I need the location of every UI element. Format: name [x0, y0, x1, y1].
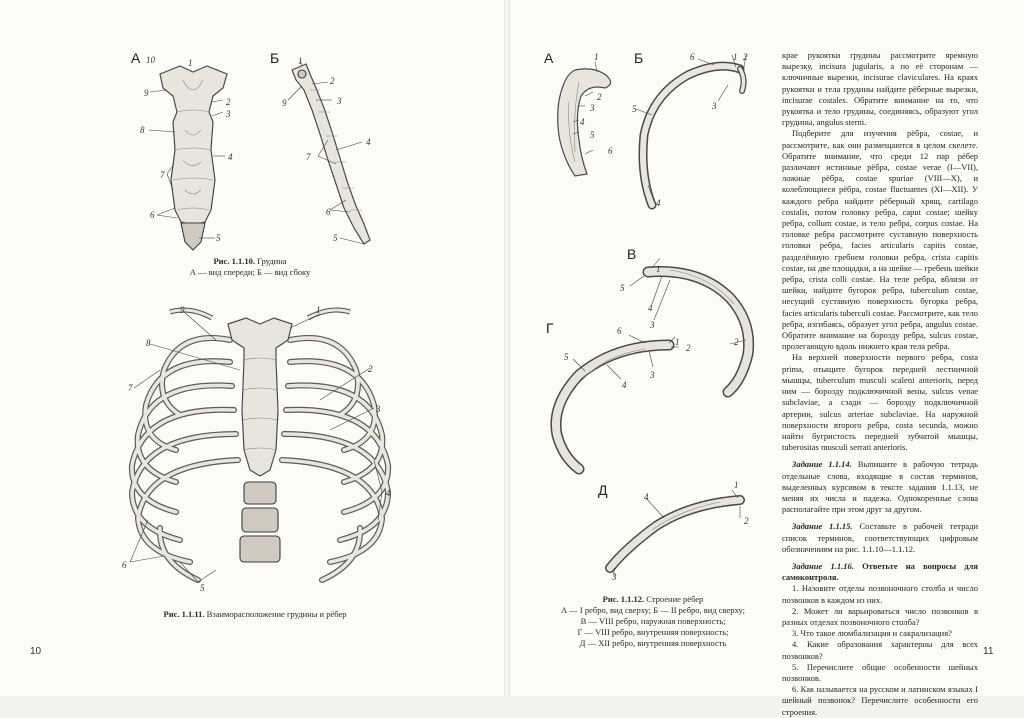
callout-sternum-b-7: 7	[306, 152, 311, 162]
caption-fig-1-1-12-name: Строение рёбер	[646, 594, 704, 604]
callout-rib-a-1: 1	[594, 52, 599, 62]
question-6: 6. Как называется на русском и латинском языках I шейный позвонок? Перечислите особенности его строения.	[782, 684, 978, 717]
callout-rib-g-6: 6	[617, 326, 622, 336]
callout-rib-g-1: 1	[675, 337, 680, 347]
question-4: 4. Какие образования характерны для всех позвонков?	[782, 639, 978, 661]
caption-fig-1-1-10-title: Рис. 1.1.10.	[213, 256, 255, 266]
callout-ribcage-8: 8	[146, 338, 151, 348]
callout-rib-a-2: 2	[597, 92, 602, 102]
task-1-1-14-label: Задание 1.1.14.	[792, 459, 852, 470]
task-1-1-14-text: Выпишите в рабочую тетрадь отдельные слова, входящие в состав терминов, выделенных курсивом в тексте задания 1.1.13, не меняя их числа и падежа. Однокоренные слова располагайте при этом друг за другом.	[782, 459, 979, 515]
paragraph-ribs-structure: Подберите для изучения рёбра, costae, и рассмотрите, как они размещаются в целом скелете. Обратите внимание, что среди 12 пар рёбер различают истинные рёбра, costae verae (I—VII), ложные рёбра, costae spuriae (VIII—X), и колеблющиеся рёбра, costae fluctuantes (XI—XII). У каждого ребра найдите рёберный хрящ, cartilago costalis, потом головку ребра, caput costae; шейку ребра, collum costae, и тело ребра, corpus costae. На головке ребра рассмотрите суставную поверхность головки ребра, facies articularis capitis costae, разделённую гребнем головки ребра, crista capitis costae, на две площадки, а на шейке — гребень шейки ребра, crista colli costae. На теле ребра, вблизи от шейки, найдите бугорок ребра, tuberculum costae, несущий суставную поверхность бугорка ребра, facies articularis tuberculi costae. Рассмотрите, как тело ребра, изгибаясь, образует угол ребра, angulus costae. Обратите внимание на борозду ребра, sulcus costae, пролегающую вдоль нижнего края тела ребра.	[782, 128, 978, 352]
caption-fig-1-1-12	[528, 594, 778, 649]
callout-rib-v-5: 5	[620, 283, 625, 293]
callout-sternum-a-7: 7	[160, 170, 165, 180]
callout-ribcage-3: 3	[376, 404, 381, 414]
question-5: 5. Перечислите общие особенности шейных позвонков.	[782, 661, 978, 683]
body-text-column	[782, 50, 978, 718]
page-number-left: 10	[30, 646, 42, 657]
callout-sternum-a-8: 8	[140, 125, 145, 135]
callout-sternum-a-9: 9	[144, 88, 149, 98]
figure-letter-a: А	[544, 50, 554, 66]
callout-sternum-a-3: 3	[226, 109, 231, 119]
callout-rib-d-2: 2	[744, 516, 749, 526]
callout-rib-a-4: 4	[580, 117, 585, 127]
caption-fig-1-1-12-title: Рис. 1.1.12.	[602, 594, 645, 604]
callout-ribcage-4: 4	[386, 488, 391, 498]
callout-rib-g-2: 2	[686, 343, 691, 353]
callout-sternum-a-1: 1	[188, 58, 193, 68]
callout-rib-d-1: 1	[734, 480, 739, 490]
callout-sternum-b-3: 3	[337, 96, 342, 106]
question-1: 1. Назовите отделы позвоночного столба и число позвонков в каждом из них.	[782, 583, 978, 605]
book-spine	[504, 0, 510, 696]
callout-sternum-b-1: 1	[298, 56, 303, 66]
callout-ribcage-5: 5	[200, 583, 205, 593]
rib-i-illustration	[545, 62, 625, 182]
caption-fig-1-1-11-title: Рис. 1.1.11.	[163, 609, 205, 619]
callout-ribcage-9: 9	[180, 305, 185, 315]
callout-rib-a-3: 3	[590, 103, 595, 113]
callout-rib-a-5: 5	[590, 130, 595, 140]
task-1-1-15-label: Задание 1.1.15.	[792, 521, 853, 532]
callout-sternum-a-2: 2	[226, 97, 231, 107]
figure-letter-v: В	[627, 246, 637, 262]
caption-fig-1-1-11	[140, 609, 370, 620]
rib-ii-illustration	[628, 55, 758, 225]
callout-rib-b-6: 6	[690, 52, 695, 62]
caption-fig-1-1-12-line-3: Г — VIII ребро, внутренняя поверхность;	[577, 627, 729, 637]
callout-sternum-a-6: 6	[150, 210, 155, 220]
question-2: 2. Может ли варьироваться число позвонков в разных отделах позвоночного столба?	[782, 605, 978, 627]
callout-ribcage-7: 7	[128, 383, 133, 393]
callout-rib-v-4: 4	[648, 303, 653, 313]
callout-ribcage-2: 2	[368, 364, 373, 374]
caption-fig-1-1-10	[150, 256, 350, 278]
callout-rib-d-4: 4	[644, 492, 649, 502]
task-1-1-16	[782, 561, 978, 583]
task-1-1-16-label: Задание 1.1.16.	[792, 560, 854, 571]
rib-cage-illustration	[120, 300, 400, 600]
sternum-front-illustration	[135, 60, 255, 260]
task-1-1-16-text: Ответьте на вопросы для самоконтроля.	[782, 560, 979, 583]
callout-ribcage-6: 6	[122, 560, 127, 570]
callout-rib-v-3: 3	[650, 320, 655, 330]
caption-fig-1-1-12-line-1: А — I ребро, вид сверху; Б — II ребро, вид сверху;	[561, 605, 745, 615]
caption-fig-1-1-12-line-2: В — VIII ребро, наружная поверхность;	[580, 616, 726, 626]
caption-fig-1-1-12-line-4: Д — XII ребро, внутренняя поверхность	[579, 638, 727, 648]
callout-sternum-b-6: 6	[326, 207, 331, 217]
callout-rib-b-5: 5	[632, 104, 637, 114]
callout-sternum-b-4: 4	[366, 137, 371, 147]
callout-rib-v-1: 1	[656, 264, 661, 274]
callout-rib-g-5: 5	[564, 352, 569, 362]
caption-fig-1-1-10-sub: А — вид спереди; Б — вид сбоку	[189, 267, 311, 277]
callout-rib-a-6: 6	[608, 146, 613, 156]
rib-xii-illustration	[600, 490, 750, 580]
page-number-right: 11	[983, 646, 994, 657]
caption-fig-1-1-10-name: Грудина	[257, 256, 287, 266]
callout-sternum-a-5: 5	[216, 233, 221, 243]
callout-sternum-b-9: 9	[282, 98, 287, 108]
sternum-side-illustration	[280, 60, 400, 260]
caption-fig-1-1-11-name: Взаиморасположение грудины и рёбер	[206, 609, 347, 619]
figure-letter-b: Б	[270, 50, 280, 66]
task-1-1-15	[782, 521, 978, 555]
callout-sternum-b-5: 5	[333, 233, 338, 243]
figure-letter-g: Г	[546, 320, 554, 336]
callout-sternum-a-10: 10	[146, 55, 155, 65]
figure-letter-a: А	[131, 50, 141, 66]
callout-sternum-b-2: 2	[330, 76, 335, 86]
callout-rib-v-2: 2	[734, 337, 739, 347]
callout-rib-b-2: 2	[743, 52, 748, 62]
callout-sternum-a-4: 4	[228, 152, 233, 162]
callout-rib-b-4: 4	[656, 198, 661, 208]
task-1-1-15-text: Составьте в рабочей тетради список терминов, соответствующих цифровым обозначениям на рис. 1.1.10—1.1.12.	[782, 521, 978, 554]
figure-letter-b: Б	[634, 50, 644, 66]
question-3: 3. Что такое люмбализация и сакрализация?	[792, 628, 952, 639]
callout-rib-g-4: 4	[622, 380, 627, 390]
figure-letter-d: Д	[598, 482, 608, 498]
task-1-1-14	[782, 459, 978, 515]
callout-rib-b-3: 3	[712, 101, 717, 111]
paragraph-first-second-rib: На верхней поверхности первого ребра, costa prima, отыщите бугорок передней лестничной мышцы, tuberculum musculi scaleni anterioris, перед ним — борозду подключичной вены, sulcus venae subclaviae, а сзади — борозду подключичной артерии, sulcus arteriae subclaviae. На наружной поверхности второго ребра, costa secunda, можно найти бугристость передней зубчатой мышцы, tuberositas musculi serrati anterioris.	[782, 352, 978, 453]
callout-rib-b-1: 1	[733, 52, 738, 62]
paragraph-sternum-notches: крае рукоятки грудины рассмотрите яремную вырезку, incisura jugularis, а по её сторонам — ключичные вырезки, incisurae claviculares. На краях рукоятки и тела грудины найдите рёберные вырезки, incisurae costales. Обратите внимание на то, что рукоятка и тело грудины, соединяясь, образуют угол грудины, angulus sterni.	[782, 50, 978, 128]
callout-rib-g-3: 3	[650, 370, 655, 380]
callout-rib-d-3: 3	[612, 572, 617, 582]
callout-ribcage-1: 1	[316, 305, 321, 315]
